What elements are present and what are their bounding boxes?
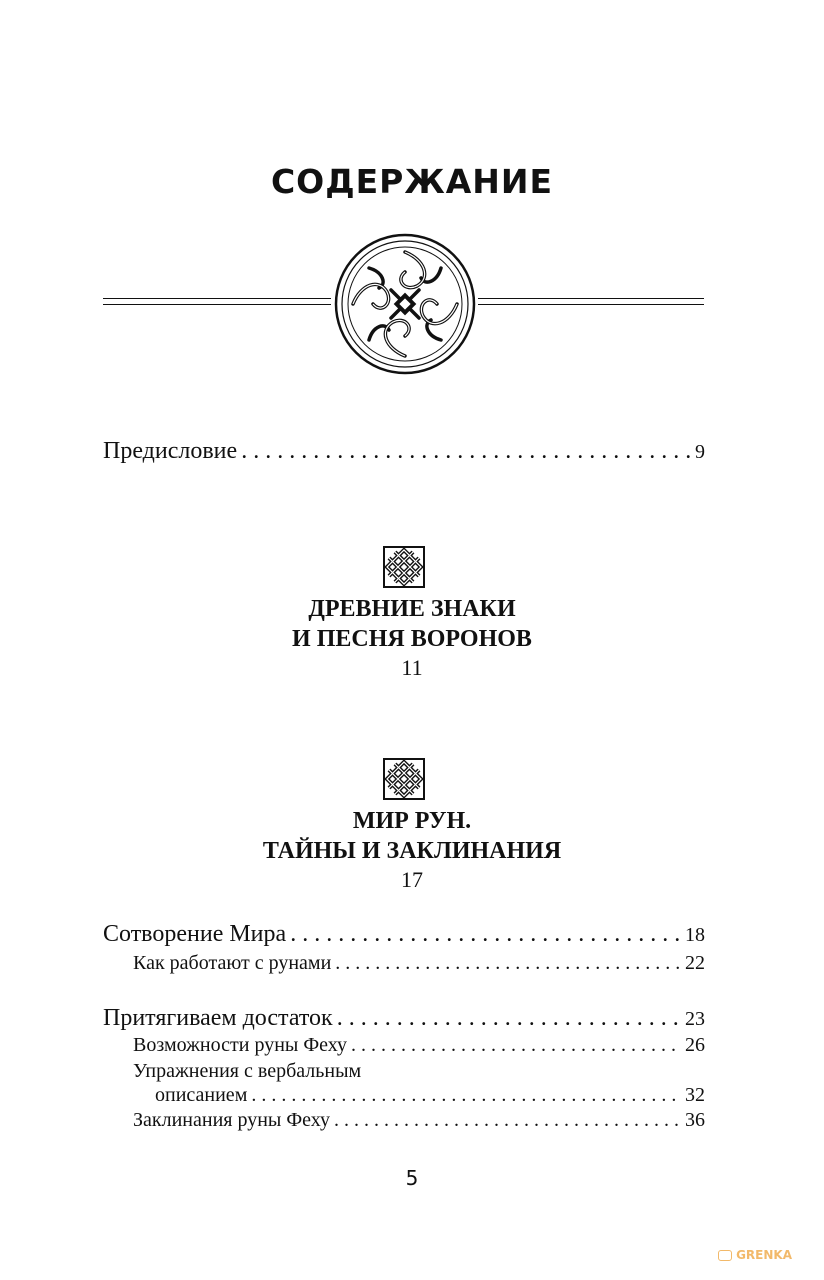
watermark-text: GRENKA — [736, 1248, 792, 1262]
toc-entry-label: Как работают с рунами — [133, 952, 332, 974]
part-page-number: 11 — [401, 655, 423, 680]
part-title-line: И ПЕСНЯ ВОРОНОВ — [292, 626, 532, 652]
toc-entry-label: Заклинания руны Феху — [133, 1109, 331, 1131]
toc-entry-label-first-line[interactable]: Упражнения с вербальным — [133, 1060, 362, 1082]
dot-leader — [351, 1034, 681, 1057]
toc-subentry[interactable] — [133, 1034, 705, 1057]
celtic-knot-icon — [383, 758, 425, 800]
right-rule-bottom — [478, 304, 704, 305]
watermark-logo-icon — [718, 1250, 732, 1261]
toc-entry-label: Притягиваем достаток — [103, 1005, 333, 1031]
dot-leader — [241, 438, 691, 465]
toc-entry-page: 32 — [685, 1084, 705, 1106]
dot-leader — [251, 1084, 681, 1107]
left-rule-bottom — [103, 304, 331, 305]
toc-subentry[interactable] — [155, 1084, 705, 1107]
toc-entry-page: 22 — [685, 952, 705, 974]
toc-entry[interactable] — [103, 921, 705, 948]
toc-entry[interactable] — [103, 1005, 705, 1032]
part-page-number: 17 — [401, 867, 423, 892]
toc-subentry[interactable] — [133, 952, 705, 975]
toc-subentry[interactable] — [133, 1109, 705, 1132]
toc-entry-page: 23 — [685, 1008, 705, 1030]
dot-leader — [334, 1109, 681, 1132]
toc-entry-page: 9 — [695, 441, 705, 463]
watermark — [718, 1248, 792, 1262]
toc-entry-preface[interactable] — [103, 438, 705, 465]
page-title: СОДЕРЖАНИЕ — [270, 162, 554, 201]
toc-entry-label: Возможности руны Феху — [133, 1034, 347, 1056]
dot-leader — [337, 1005, 681, 1032]
dot-leader — [335, 952, 681, 975]
part-title-line: ДРЕВНИЕ ЗНАКИ — [308, 596, 516, 622]
celtic-knot-icon — [383, 546, 425, 588]
right-rule-top — [478, 298, 704, 299]
page-number: 5 — [405, 1166, 419, 1190]
part-title[interactable] — [0, 806, 824, 866]
part-title-line: МИР РУН. — [352, 808, 472, 834]
toc-entry-page: 36 — [685, 1109, 705, 1131]
part-title[interactable] — [0, 594, 824, 654]
toc-entry-page: 26 — [685, 1034, 705, 1056]
toc-entry-label: описанием — [155, 1084, 248, 1106]
part-title-line: ТАЙНЫ И ЗАКЛИНАНИЯ — [262, 838, 562, 864]
toc-entry-label: Предисловие — [103, 438, 238, 464]
left-rule-top — [103, 298, 331, 299]
dot-leader — [290, 921, 681, 948]
toc-entry-label: Сотворение Мира — [103, 921, 287, 947]
circular-knot-ornament-icon — [333, 232, 477, 376]
toc-entry-page: 18 — [685, 924, 705, 946]
